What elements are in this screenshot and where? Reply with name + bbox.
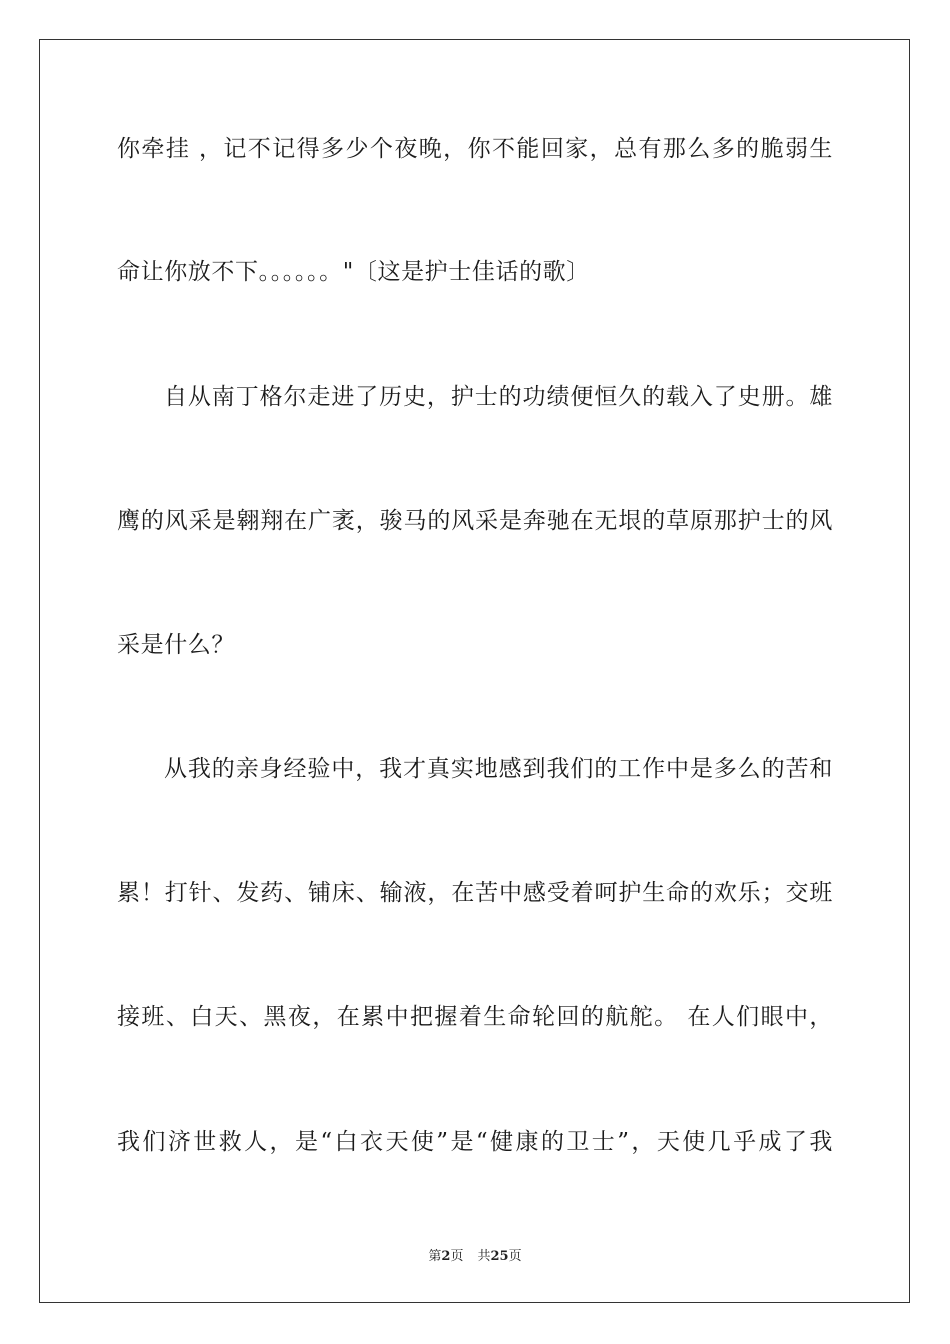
page-footer — [0, 1248, 950, 1266]
text-line-7: 累！打针、发药、铺床、输液，在苦中感受着呵护生命的欢乐；交班 — [117, 880, 833, 906]
text-line-2: 命让你放不下。。。。。。"〔这是护士佳话的歌〕 — [117, 259, 590, 285]
footer-total-unit: 页 — [508, 1249, 522, 1264]
text-line-9: 我们济世救人，是“白衣天使”是“健康的卫士”，天使几乎成了我 — [117, 1129, 833, 1155]
footer-total-prefix: 共 — [477, 1249, 491, 1264]
text-line-6: 从我的亲身经验中，我才真实地感到我们的工作中是多么的苦和 — [164, 756, 833, 782]
footer-page-unit: 页 — [450, 1249, 464, 1264]
text-line-4: 鹰的风采是翱翔在广袤，骏马的风采是奔驰在无垠的草原那护士的风 — [117, 508, 833, 534]
text-line-1: 你牵挂 ，记不记得多少个夜晚，你不能回家，总有那么多的脆弱生 — [117, 136, 833, 162]
footer-prefix: 第 — [428, 1249, 442, 1264]
text-line-3: 自从南丁格尔走进了历史，护士的功绩便恒久的载入了史册。雄 — [164, 384, 833, 410]
footer-total-pages: 25 — [490, 1249, 509, 1264]
footer-page-number: 2 — [441, 1249, 451, 1264]
text-line-8: 接班、白天、黑夜，在累中把握着生命轮回的航舵。 在人们眼中， — [117, 1004, 833, 1030]
text-line-5: 采是什么？ — [117, 632, 235, 658]
page-border — [39, 39, 910, 1303]
